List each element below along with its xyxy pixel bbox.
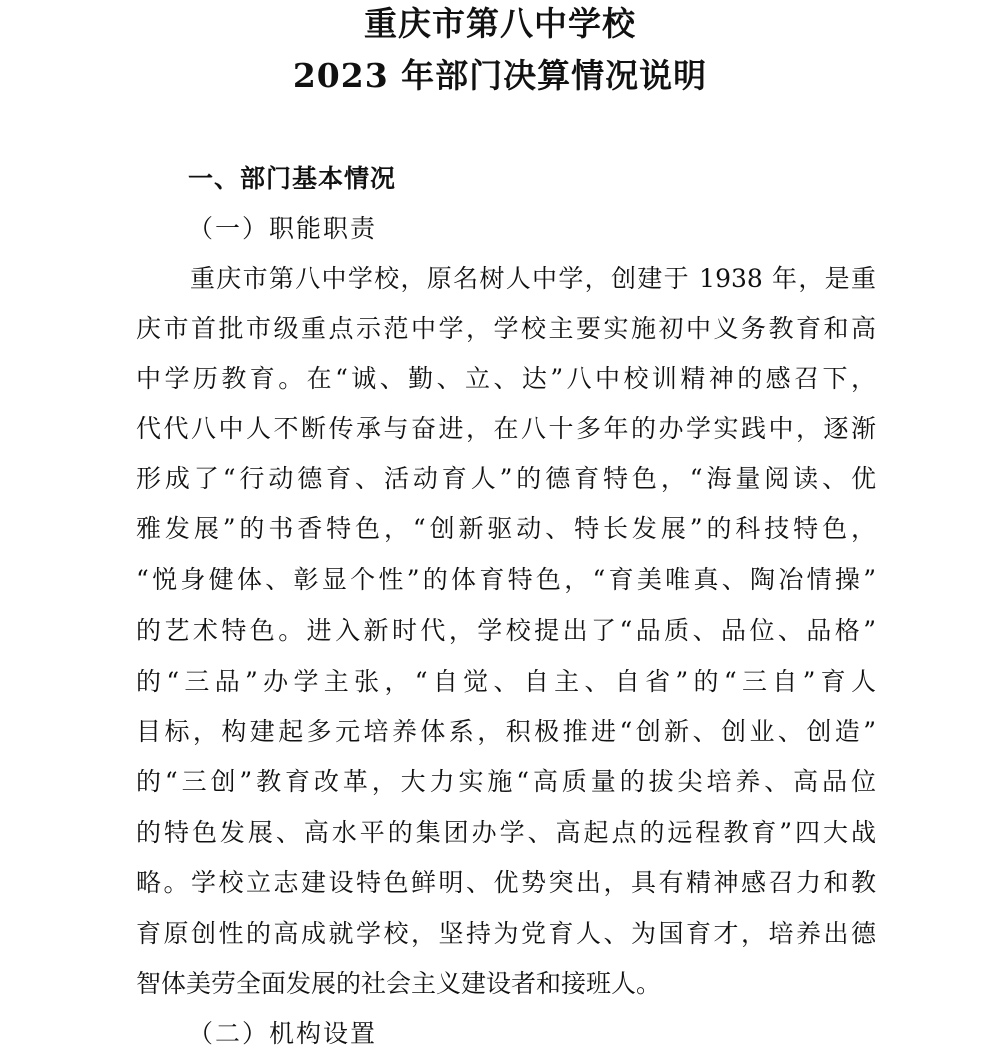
- paragraph-line: 的艺术特色。进入新时代，学校提出了“品质、品位、品格”: [136, 616, 876, 645]
- paragraph-line: 庆市首批市级重点示范中学，学校主要实施初中义务教育和高: [136, 314, 876, 343]
- paragraph-line: 智体美劳全面发展的社会主义建设者和接班人。: [136, 969, 662, 998]
- paragraph-line: 形成了“行动德育、活动育人”的德育特色，“海量阅读、优: [136, 464, 876, 493]
- paragraph-line: 中学历教育。在“诚、勤、立、达”八中校训精神的感召下，: [136, 364, 876, 393]
- paragraph-line: 重庆市第八中学校，原名树人中学，创建于 1938 年，是重: [190, 264, 876, 293]
- paragraph-line: 的“三创”教育改革，大力实施“高质量的拔尖培养、高品位: [136, 767, 876, 796]
- paragraph-line: 育原创性的高成就学校，坚持为党育人、为国育才，培养出德: [136, 919, 876, 948]
- document-subtitle: 2023 年部门决算情况说明: [292, 56, 708, 95]
- paragraph-line: 代代八中人不断传承与奋进，在八十多年的办学实践中，逐渐: [136, 414, 876, 443]
- subsection-heading: （二）机构设置: [188, 1019, 378, 1048]
- document-title: 重庆市第八中学校: [364, 4, 636, 43]
- paragraph-line: 略。学校立志建设特色鲜明、优势突出，具有精神感召力和教: [136, 868, 876, 897]
- paragraph-line: 雅发展”的书香特色，“创新驱动、特长发展”的科技特色，: [136, 514, 876, 543]
- subsection-heading: （一）职能职责: [188, 214, 378, 243]
- paragraph-line: “悦身健体、彰显个性”的体育特色，“育美唯真、陶冶情操”: [136, 565, 876, 594]
- paragraph-line: 的“三品”办学主张，“自觉、自主、自省”的“三自”育人: [136, 667, 876, 696]
- paragraph-line: 目标，构建起多元培养体系，积极推进“创新、创业、创造”: [136, 717, 876, 746]
- paragraph-line: 的特色发展、高水平的集团办学、高起点的远程教育”四大战: [136, 818, 876, 847]
- section-heading: 一、部门基本情况: [188, 164, 397, 193]
